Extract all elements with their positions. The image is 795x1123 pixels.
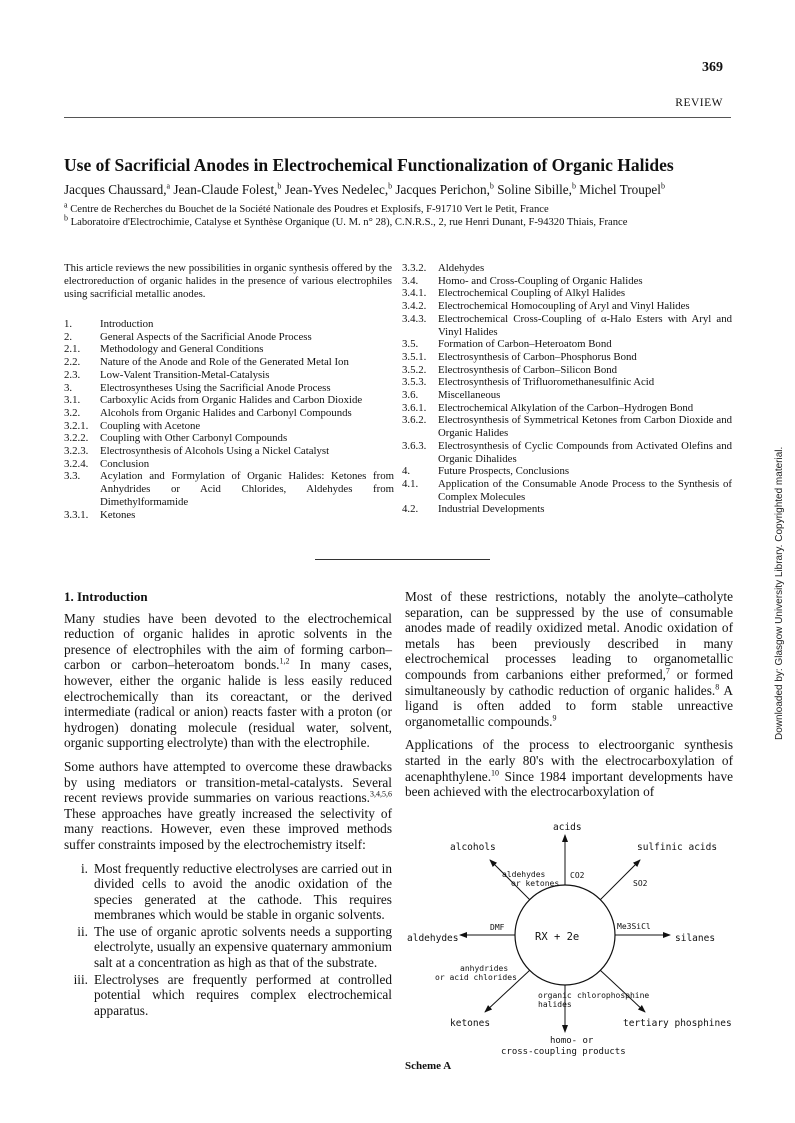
toc-title: Electrosynthesis of Carbon–Silicon Bond (438, 363, 618, 376)
toc-title: Homo- and Cross-Coupling of Organic Halides (438, 274, 643, 287)
toc-number: 2.2. (64, 356, 81, 369)
toc-title: Electrosynthesis of Symmetrical Ketones from Carbon Dioxide and Organic Halides (438, 414, 732, 440)
label-anhydrides: anhydrides (460, 964, 509, 973)
toc-number: 4.2. (402, 503, 419, 516)
section-divider (315, 559, 490, 560)
header-rule (64, 117, 731, 118)
toc-entry (64, 369, 394, 382)
label-sulfinic: sulfinic acids (637, 842, 718, 853)
label-center: RX + 2e (535, 931, 580, 943)
toc-entry (402, 414, 732, 439)
toc-title: Electrosynthesis of Cyclic Compounds from Activated Olefins and Organic Dihalides (438, 439, 732, 465)
toc-entry (64, 458, 394, 471)
author-list (64, 182, 665, 198)
toc-title: Electrochemical Coupling of Alkyl Halides (438, 287, 626, 300)
label-cross-coupling: cross-coupling products (501, 1047, 626, 1057)
reference-mark: 10 (491, 768, 500, 778)
toc-entry (402, 275, 732, 288)
toc-entry (64, 394, 394, 407)
author-name: Jacques Perichon, (392, 182, 490, 197)
toc-right (402, 262, 732, 516)
toc-title: Electrosynthesis of Carbon–Phosphorus Bond (438, 350, 637, 363)
toc-title: Miscellaneous (438, 389, 501, 402)
toc-entry (402, 402, 732, 415)
toc-entry (402, 364, 732, 377)
label-homo: homo- or (550, 1036, 594, 1046)
toc-left (64, 318, 394, 521)
author-name: Soline Sibille, (493, 182, 572, 197)
toc-number: 3.6. (402, 389, 419, 402)
toc-title: Electrosynthesis of Trifluoromethanesulfinic Acid (438, 376, 655, 389)
toc-entry (64, 318, 394, 331)
toc-number: 3.3.2. (402, 262, 427, 274)
intro-paragraph-2: Some authors have attempted to overcome these drawbacks by using mediators or transition-metal-catalysts. Several recent reviews provide summaries on various reactions.$^{3,4,5,6}$ These approaches have greatly increased the selectivity of many reactions. However, even these improved methods suffer constraints imposed by the electrochemistry itself: (64, 758, 392, 852)
toc-number: 3.4. (402, 274, 419, 287)
toc-entry (402, 478, 732, 503)
toc-entry (64, 432, 394, 445)
toc-entry (402, 338, 732, 351)
toc-number: 3.4.3. (402, 312, 427, 325)
toc-title: Electrosynthesis of Alcohols Using a Nickel Catalyst (100, 445, 330, 458)
toc-number: 3.1. (64, 394, 81, 407)
author-name: Jacques Chaussard, (64, 182, 167, 197)
toc-title: Coupling with Other Carbonyl Compounds (100, 432, 288, 445)
scheme-caption: Scheme A (405, 1060, 452, 1072)
affiliation-b: $^b$ Laboratoire d'Electrochimie, Catalyse et Synthèse Organique (U. M. n° 28), C.N.R.S., 2, rue Henri Dunant, F-94320 Thiais, France (64, 213, 628, 228)
toc-entry (402, 389, 732, 402)
author-name: Jean-Yves Nedelec, (281, 182, 389, 197)
toc-number: 2.3. (64, 368, 81, 381)
toc-number: 3.2. (64, 406, 81, 419)
toc-number: 3.6.1. (402, 401, 427, 414)
toc-entry (64, 407, 394, 420)
toc-entry (402, 262, 732, 275)
label-aldehydes-reagent: aldehydes (502, 870, 546, 879)
toc-entry (64, 445, 394, 458)
toc-title: Coupling with Acetone (100, 419, 201, 432)
article-title: Use of Sacrificial Anodes in Electrochemical Functionalization of Organic Halides (64, 155, 674, 175)
column-right (405, 589, 733, 808)
label-alcohols: alcohols (450, 842, 496, 853)
label-aldehydes-product: aldehydes (407, 933, 459, 944)
toc-entry (64, 343, 394, 356)
intro-paragraph-4: Applications of the process to electroorganic synthesis started in the early 80's with the electrocarboxylation of acenaphthylene.$^{10}$ Since 1984 important developments have been achieved with the electrocarboxylation of (405, 737, 733, 800)
column-left (64, 589, 392, 1019)
toc-number: 4. (402, 465, 411, 478)
toc-entry (64, 382, 394, 395)
toc-number: 3. (64, 381, 73, 394)
toc-title: Aldehydes (438, 262, 485, 274)
list-marker: i. (80, 860, 88, 876)
toc-entry (402, 313, 732, 338)
toc-number: 3.6.3. (402, 439, 427, 452)
author-name: Michel Troupel (575, 182, 661, 197)
label-chlorophosphine: chlorophosphine (577, 991, 650, 1000)
toc-title: Future Prospects, Conclusions (438, 465, 570, 478)
toc-title: Nature of the Anode and Role of the Generated Metal Ion (100, 356, 349, 369)
affiliation-a: $^a$ Centre de Recherches du Bouchet de la Société Nationale des Poudres et Explosifs, F-91710 Vert le Petit, France (64, 200, 549, 215)
toc-title: Alcohols from Organic Halides and Carbonyl Compounds (100, 406, 352, 419)
intro-paragraph-1: Many studies have been devoted to the electrochemical reduction of organic halides in aprotic solvents in the presence of electrophiles with the aim of forming carbon–carbon or carbon–heteroatom bonds.$^{1,2}$ In many cases, however, either the organic halide is less easily reduced electrochemically than its coreactant, or the derived intermediate (radical or anion) reacts faster with a proton (or hydrogen) donating molecule (residual water, solvent, organic supporting electrolyte) than with the electrophile. (64, 610, 392, 751)
author-affiliation-mark: b (660, 181, 665, 191)
list-item (64, 924, 392, 971)
toc-number: 2. (64, 330, 73, 343)
toc-title: Introduction (100, 318, 154, 330)
reference-mark: 9 (552, 713, 557, 723)
toc-number: 3.5.3. (402, 376, 427, 389)
toc-entry (64, 470, 394, 508)
author-affiliation-mark: b (388, 181, 393, 191)
toc-entry (64, 356, 394, 369)
label-so2: SO2 (633, 879, 648, 888)
toc-title: Electrochemical Homocoupling of Aryl and Vinyl Halides (438, 300, 690, 313)
toc-title: Electrochemical Cross-Coupling of α-Halo Esters with Aryl and Vinyl Halides (438, 312, 732, 338)
toc-number: 3.2.4. (64, 457, 89, 470)
abstract: This article reviews the new possibilities in organic synthesis offered by the electroreduction of organic halides in the presence of various electrophiles using sacrificial metallic anodes. (64, 262, 392, 300)
label-dmf: DMF (490, 923, 505, 932)
toc-title: General Aspects of the Sacrificial Anode Process (100, 330, 312, 343)
toc-number: 3.2.3. (64, 445, 89, 458)
toc-number: 3.2.2. (64, 432, 89, 445)
label-silanes: silanes (675, 933, 716, 944)
toc-title: Carboxylic Acids from Organic Halides and Carbon Dioxide (100, 394, 363, 407)
toc-title: Application of the Consumable Anode Process to the Synthesis of Complex Molecules (438, 477, 732, 503)
reference-mark: 3,4,5,6 (370, 789, 392, 799)
toc-number: 4.1. (402, 477, 419, 490)
constraint-list (64, 861, 392, 1019)
scheme-diagram (405, 820, 735, 1070)
toc-number: 1. (64, 318, 73, 330)
toc-entry (402, 300, 732, 313)
toc-number: 2.1. (64, 343, 81, 356)
reaction-scheme (405, 820, 735, 1070)
toc-title: Acylation and Formylation of Organic Halides: Ketones from Anhydrides or Acid Chlorides, Aldehydes from Dimethylformamide (100, 470, 394, 508)
list-marker: iii. (73, 971, 88, 987)
label-ketones: ketones (450, 1018, 491, 1029)
toc-number: 3.3. (64, 470, 81, 483)
label-me3sicl: Me3SiCl (617, 922, 651, 931)
toc-entry (402, 287, 732, 300)
toc-number: 3.6.2. (402, 414, 427, 427)
toc-title: Ketones (100, 508, 136, 521)
list-item (64, 861, 392, 923)
author-affiliation-mark: a (166, 181, 171, 191)
intro-paragraph-3: Most of these restrictions, notably the anolyte–catholyte separation, can be suppressed by the use of consumable anodes made of readily oxidized metal. Anodic oxidation of metals has been previously described in many electrochemical processes leading to organometallic compounds from carbanions either preformed,$^7$ or formed simultaneously by cathodic reduction of organic halides.$^8$ A ligand is often added to form stable unreactive organometallic compounds.$^9$ (405, 589, 733, 729)
label-tertiary-phosphines: tertiary phosphines (623, 1018, 732, 1029)
toc-title: Conclusion (100, 457, 150, 470)
reference-mark: 7 (665, 666, 670, 676)
section-heading: 1. Introduction (64, 589, 148, 604)
list-text: The use of organic aprotic solvents needs a supporting electrolyte, usually an expensive quaternary ammonium salt at a concentration as high as that of the substrate. (94, 923, 392, 971)
toc-number: 3.5.1. (402, 350, 427, 363)
reference-mark: 8 (715, 682, 720, 692)
toc-entry (402, 503, 732, 516)
download-notice-text: Downloaded by: Glasgow University Library. Copyrighted material. (774, 446, 785, 740)
toc-number: 3.4.2. (402, 300, 427, 313)
reference-mark: 1,2 (279, 656, 290, 666)
toc-entry (64, 509, 394, 522)
toc-entry (402, 440, 732, 465)
list-marker: ii. (77, 923, 88, 939)
toc-title: Low-Valent Transition-Metal-Catalysis (100, 368, 270, 381)
list-text: Most frequently reductive electrolyses are carried out in divided cells to avoid the anodic oxidation of the species generated at the cathode. This requires membranes which would be stable in organic solvents. (94, 860, 392, 923)
page-number: 369 (702, 60, 723, 75)
toc-title: Methodology and General Conditions (100, 343, 264, 356)
toc-title: Formation of Carbon–Heteroatom Bond (438, 338, 612, 351)
toc-number: 3.5.2. (402, 363, 427, 376)
label-organic: organic (538, 991, 572, 1000)
label-co2: CO2 (570, 871, 585, 880)
toc-number: 3.2.1. (64, 419, 89, 432)
toc-number: 3.4.1. (402, 287, 427, 300)
toc-entry (402, 465, 732, 478)
section-label: REVIEW (675, 97, 723, 109)
author-affiliation-mark: b (571, 181, 576, 191)
toc-title: Electrosyntheses Using the Sacrificial Anode Process (100, 381, 331, 394)
author-affiliation-mark: b (277, 181, 282, 191)
toc-title: Electrochemical Alkylation of the Carbon–Hydrogen Bond (438, 401, 694, 414)
toc-entry (64, 420, 394, 433)
label-acids: acids (553, 822, 582, 833)
toc-number: 3.5. (402, 338, 419, 351)
toc-title: Industrial Developments (438, 503, 545, 516)
list-item (64, 972, 392, 1019)
author-name: Jean-Claude Folest, (170, 182, 278, 197)
author-affiliation-mark: b (489, 181, 494, 191)
list-text: Electrolyses are frequently performed at controlled potential which requires complex electrochemical apparatus. (94, 971, 392, 1018)
download-notice (758, 410, 785, 740)
label-acid-chlorides: or acid chlorides (435, 973, 517, 982)
toc-number: 3.3.1. (64, 508, 89, 521)
toc-entry (64, 331, 394, 344)
toc-entry (402, 376, 732, 389)
toc-entry (402, 351, 732, 364)
label-or-ketones: or ketones (511, 879, 560, 888)
label-halides: halides (538, 1000, 572, 1009)
